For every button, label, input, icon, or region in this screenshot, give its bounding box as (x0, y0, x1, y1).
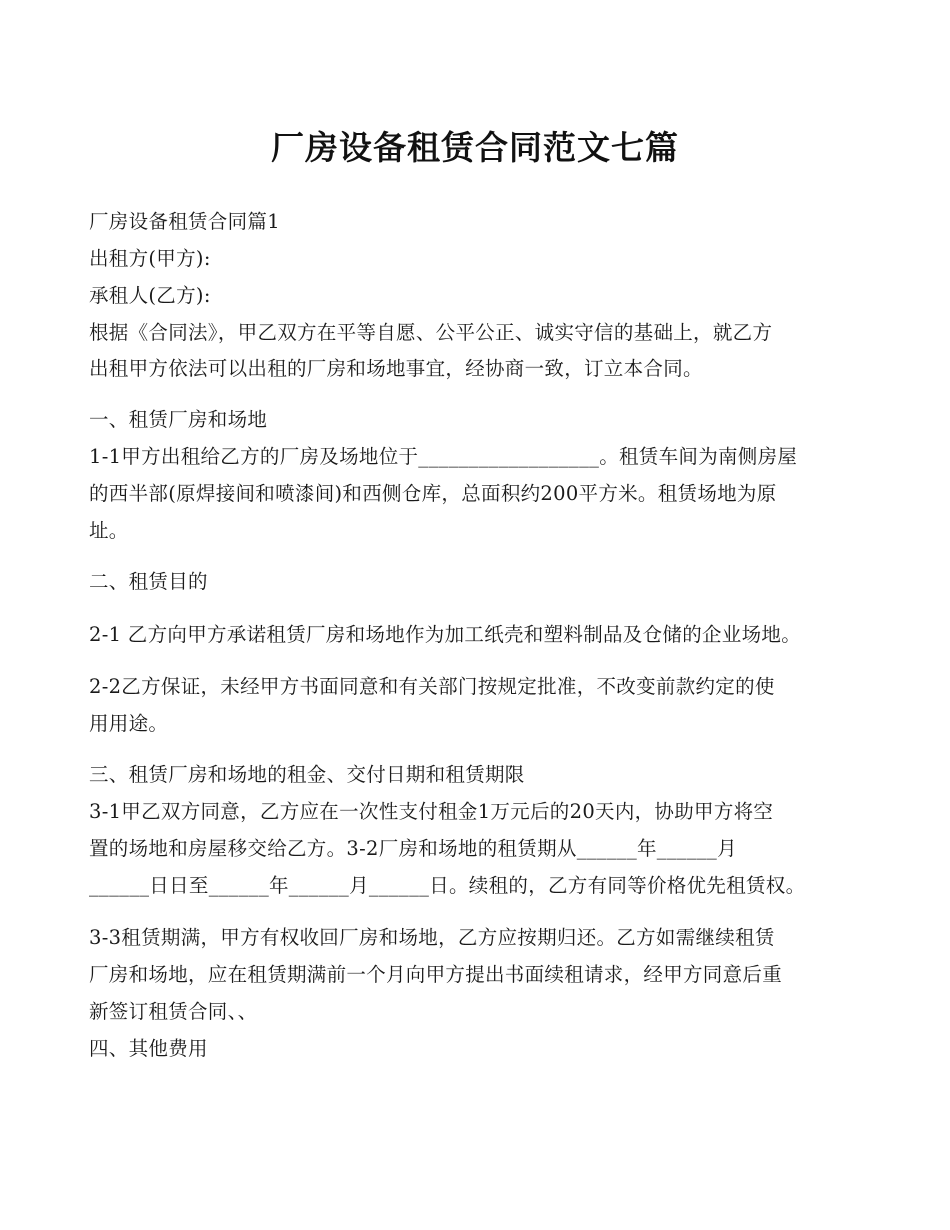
preamble-line-1: 根据《合同法》，甲乙双方在平等自愿、公平公正、诚实守信的基础上，就乙方 (89, 321, 773, 344)
preamble-line-2: 出租甲方依法可以出租的厂房和场地事宜，经协商一致，订立本合同。 (89, 357, 703, 380)
clause-2-1: 2-1 乙方向甲方承诺租赁厂房和场地作为加工纸壳和塑料制品及仓储的企业场地。 (89, 623, 802, 646)
clause-2-2-line-1: 2-2乙方保证，未经甲方书面同意和有关部门按规定批准，不改变前款约定的使 (89, 675, 775, 698)
clause-1-1-line-2: 的西半部(原焊接间和喷漆间)和西侧仓库，总面积约200平方米。租赁场地为原 (89, 482, 777, 505)
section-heading-2: 二、租赁目的 (89, 570, 208, 593)
section-heading-4: 四、其他费用 (89, 1037, 208, 1060)
section-heading-1: 一、租赁厂房和场地 (89, 408, 268, 431)
clause-2-2-line-2: 用用途。 (89, 712, 169, 735)
clause-1-1-line-1: 1-1甲方出租给乙方的厂房及场地位于__________________。租赁车间为南侧房屋 (89, 445, 798, 468)
lessor-line: 出租方(甲方): (89, 247, 211, 270)
section-heading-3: 三、租赁厂房和场地的租金、交付日期和租赁期限 (89, 763, 525, 786)
clause-1-1-line-3: 址。 (89, 519, 129, 542)
clause-3-3-line-2: 厂房和场地，应在租赁期满前一个月向甲方提出书面续租请求，经甲方同意后重 (89, 963, 783, 986)
clause-3-3-line-1: 3-3租赁期满，甲方有权收回厂房和场地，乙方应按期归还。乙方如需继续租赁 (89, 926, 775, 949)
clause-3-2-line: ______日日至______年______月______日。续租的，乙方有同等价格优先租赁权。 (89, 874, 806, 897)
document-title: 厂房设备租赁合同范文七篇 (271, 128, 679, 167)
clause-3-1-line-1: 3-1甲乙双方同意，乙方应在一次性支付租金1万元后的20天内，协助甲方将空 (89, 800, 774, 823)
section-heading-contract-1: 厂房设备租赁合同篇1 (89, 210, 280, 233)
clause-3-1-line-2: 置的场地和房屋移交给乙方。3-2厂房和场地的租赁期从______年______月 (89, 837, 737, 860)
clause-3-3-line-3: 新签订租赁合同、、 (89, 1000, 258, 1023)
lessee-line: 承租人(乙方): (89, 284, 211, 307)
